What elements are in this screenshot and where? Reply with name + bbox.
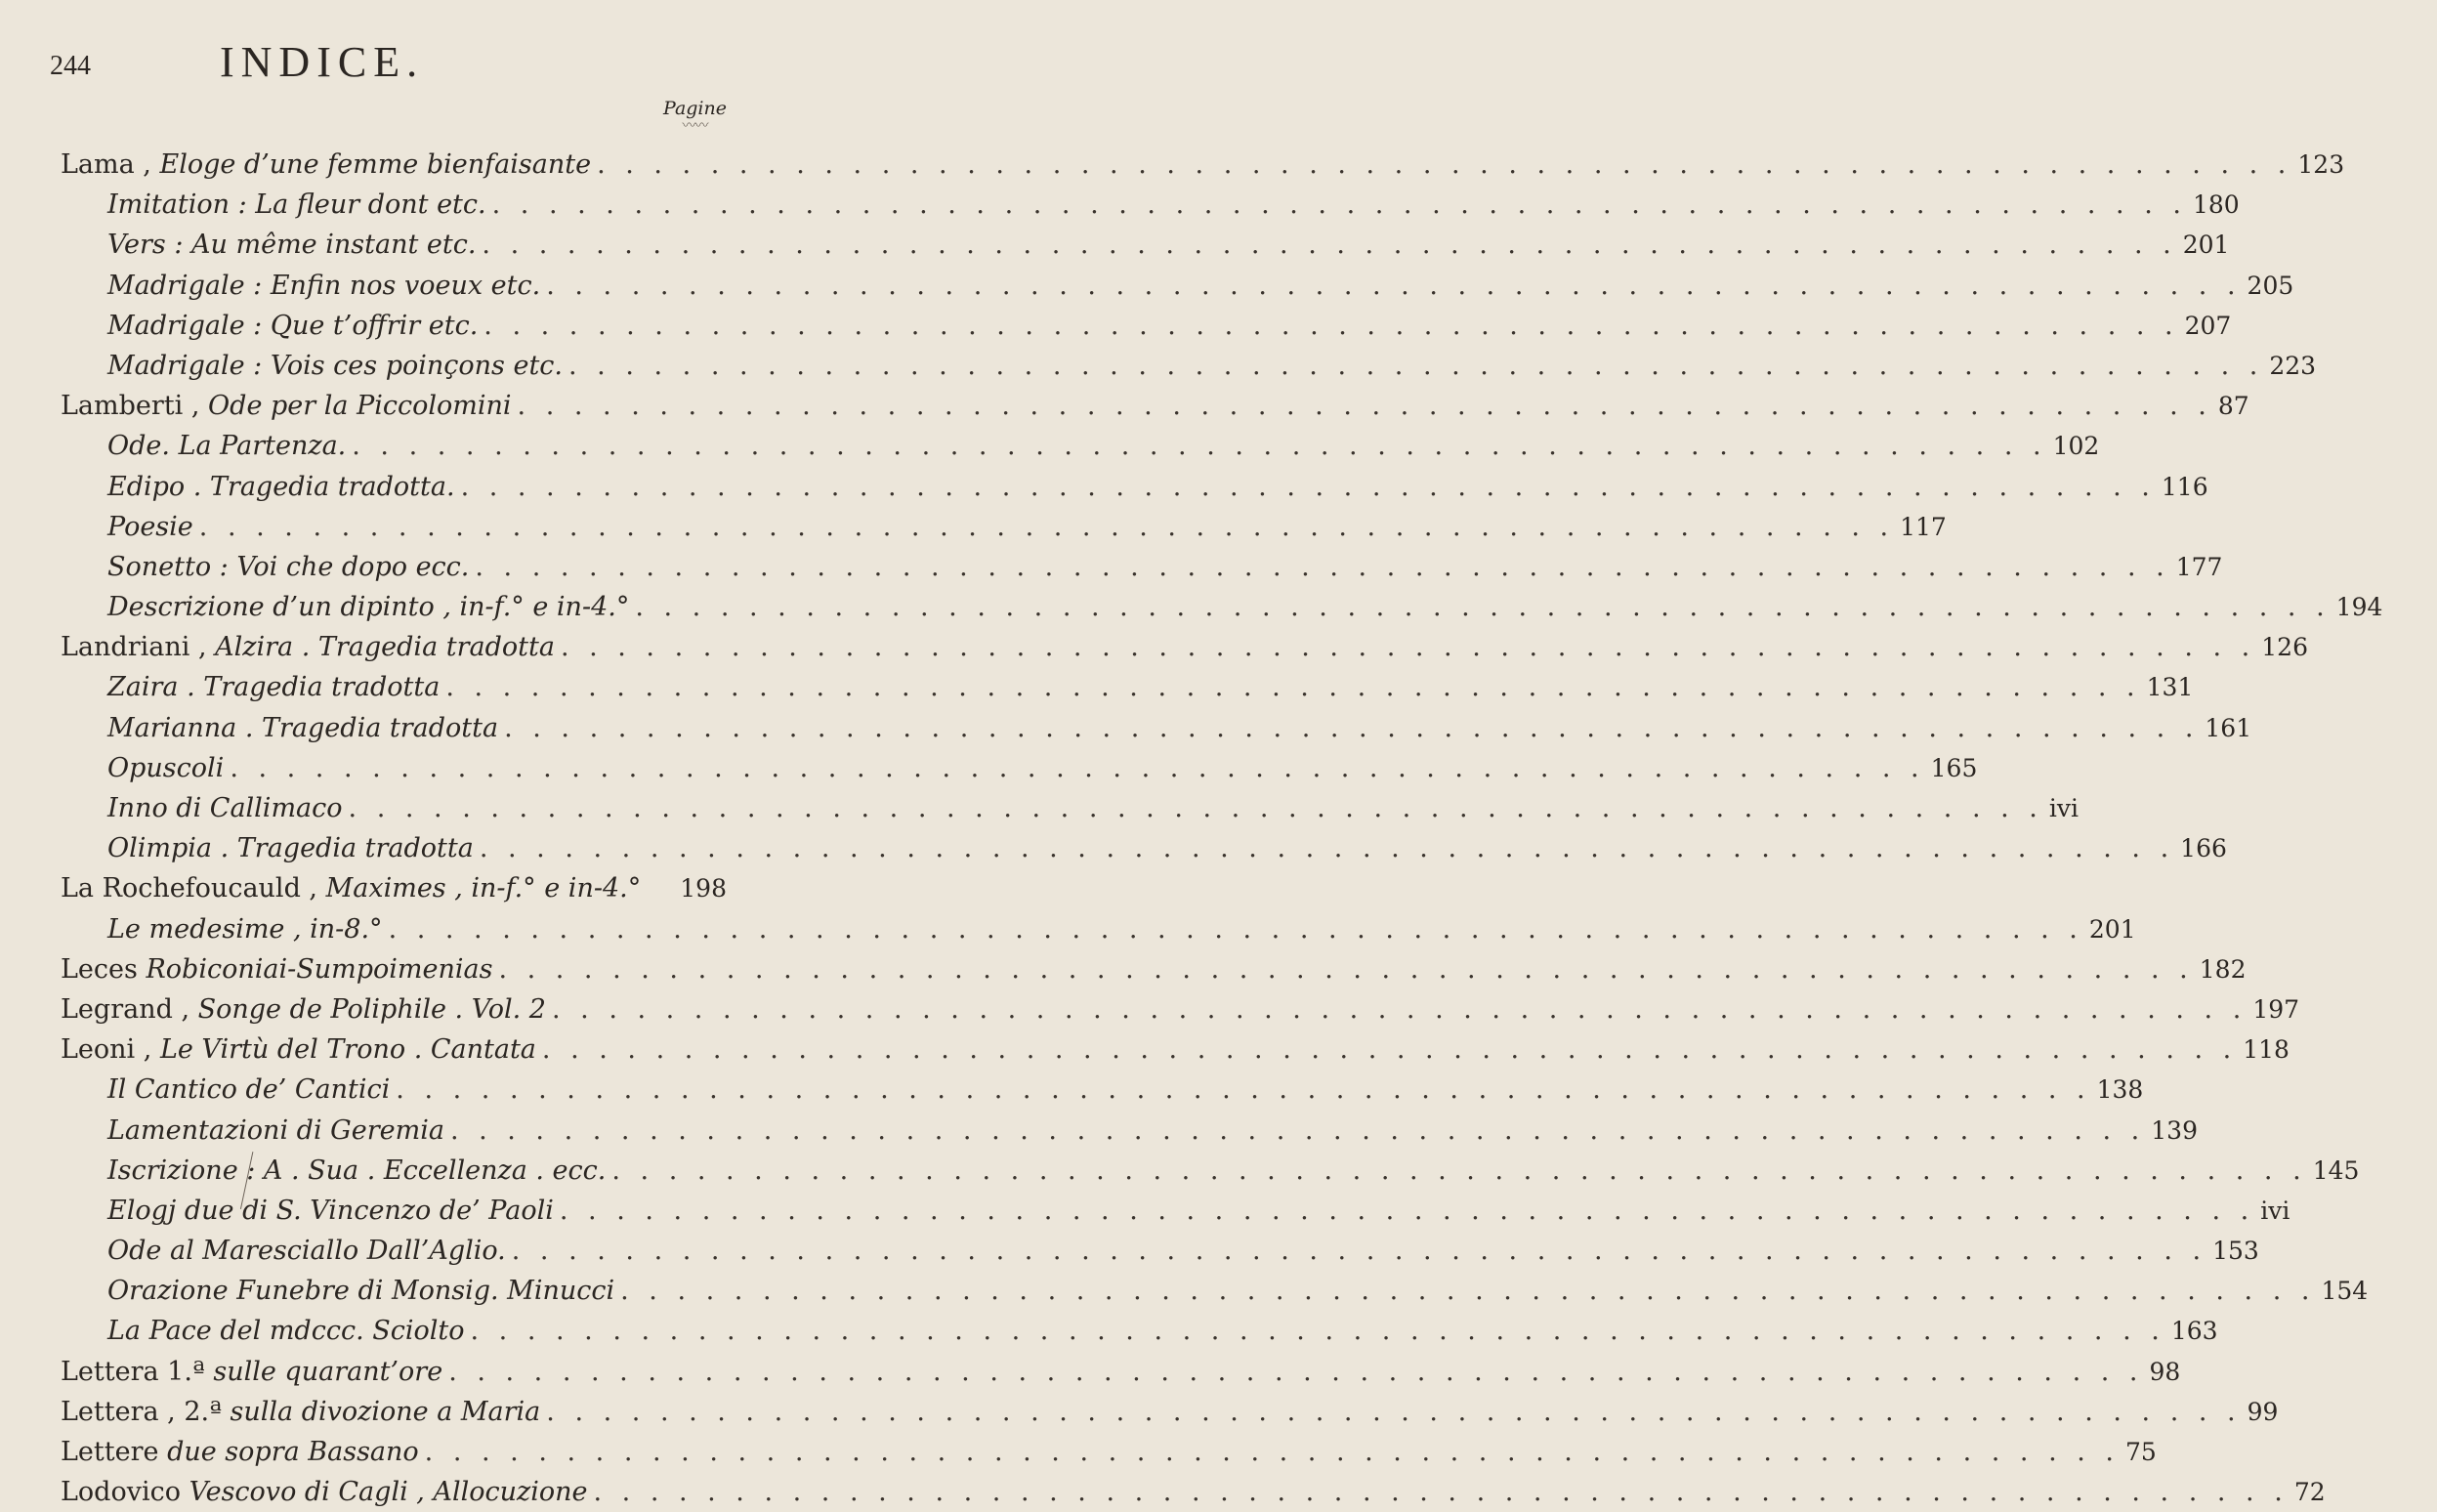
dot-leader: . . . . . . . . . . . . . . . . . . . . . . . . . . . . . . . . . . . . . . . . . . . . . . . . . . . . . . . . . . . . xyxy=(635,592,2331,623)
entry-title-part: Eloge d’une femme bienfaisante xyxy=(159,149,592,180)
dot-leader: . . . . . . . . . . . . . . . . . . . . . . . . . . . . . . . . . . . . . . . . . . . . . . . . . . . . . . . . . . . . xyxy=(491,189,2187,221)
entry-title-part: Maximes , in-f.° e in-4.° xyxy=(325,873,642,904)
entry-title-part: Edipo . Tragedia tradotta. xyxy=(107,471,455,502)
entry-title-part: Opuscoli xyxy=(107,752,225,783)
entry-page-number: 87 xyxy=(2217,392,2249,421)
entry-title xyxy=(107,1231,506,1271)
entry-title-part: Lettere xyxy=(61,1437,168,1467)
entry-title xyxy=(107,788,343,828)
entry-page-number: 118 xyxy=(2243,1035,2290,1065)
index-entry xyxy=(0,587,2383,627)
entry-title-part: Sonetto : Voi che dopo ecc. xyxy=(107,551,470,582)
entry-title-part: Madrigale : Enfin nos voeux etc. xyxy=(107,270,541,301)
dot-leader: . . . . . . . . . . . . . . . . . . . . . . . . . . . . . . . . . . . . . . . . . . . . . . . . . . . . . . . . . . . . xyxy=(445,672,2141,703)
entry-title-part: Iscrizione : A . Sua . Eccellenza . ecc. xyxy=(107,1155,607,1186)
index-entry xyxy=(0,788,2079,828)
entry-title xyxy=(107,909,383,949)
entry-title xyxy=(61,868,641,908)
dot-leader: . . . . . . . . . . . . . . . . . . . . . . . . . . . . . . . . . . . . . . . . . . . . . . . . . . . . . . . . . . . . xyxy=(560,632,2256,663)
index-entry xyxy=(0,306,2232,346)
dot-leader: . . . . . . . . . . . . . . . . . . . . . . . . . . . . . . . . . . . . . . . . . . . . . . . . . . . . . . . . . . . . xyxy=(504,712,2200,743)
entry-title xyxy=(61,989,546,1029)
dot-leader: . . . . . . . . . . . . . . . . . . . . . . . . . . . . . . . . . . . . . . . . . . . . . . . . . . . . . . . . . . . . xyxy=(511,1236,2207,1267)
entry-title-part: Landriani , xyxy=(61,632,216,663)
entry-page-number: 166 xyxy=(2180,834,2227,863)
index-entry xyxy=(0,1271,2369,1311)
entry-title-part: Olimpia . Tragedia tradotta xyxy=(107,833,474,864)
index-entries xyxy=(0,145,2383,1512)
entry-page-number: 138 xyxy=(2096,1075,2144,1105)
entry-title-part: Marianna . Tragedia tradotta xyxy=(107,712,499,743)
entry-title-part: Songe de Poliphile . Vol. 2 xyxy=(197,993,546,1025)
entry-title xyxy=(107,587,629,627)
entry-title xyxy=(107,1191,554,1231)
index-entry xyxy=(0,708,2252,748)
entry-title xyxy=(107,467,455,507)
entry-page-number: 197 xyxy=(2252,994,2300,1024)
dot-leader: . . . . . . . . . . . . . . . . . . . . . . . . . . . . . . . . . . . . . . . . . . . . . . . . . . . . . . . . . . . . xyxy=(483,310,2179,341)
entry-title xyxy=(107,1311,465,1351)
entry-title xyxy=(61,1029,536,1070)
entry-title xyxy=(61,1472,587,1512)
entry-page-number: 145 xyxy=(2312,1155,2360,1185)
entry-title xyxy=(107,185,486,225)
index-entry xyxy=(0,225,2230,265)
entry-page-number: 205 xyxy=(2247,271,2294,300)
entry-title-part: Ode al Maresciallo Dall’Aglio. xyxy=(107,1236,506,1267)
dot-leader: . . . . . . . . . . . . . . . . . . . . . . . . . . . . . . . . . . . . . . . . . . . . . . . . . . . . . . . . . . . . xyxy=(352,431,2047,462)
dot-leader: . . . . . . . . . . . . . . . . . . . . . . . . . . . . . . . . . . . . . . . . . . . . . . . . . . . . . . . . . . . . xyxy=(541,1034,2238,1066)
dot-leader: . . . . . . . . . . . . . . . . . . . . . . . . . . . . . . . . . . . . . . . . . . . . . . . . . . . . . . . . . . . . xyxy=(460,471,2156,502)
index-entry xyxy=(0,386,2249,426)
entry-page-number: 180 xyxy=(2192,190,2240,220)
entry-title xyxy=(61,1352,442,1392)
index-entry xyxy=(0,1352,2181,1392)
dot-leader: . . . . . . . . . . . . . . . . . . . . . . . . . . . . . . . . . . . . . . . . . . . . . . . . . . . . . . . . . . . . xyxy=(348,793,2043,823)
entry-title-part: Leoni , xyxy=(61,1034,160,1066)
entry-page-number: 117 xyxy=(1900,512,1947,541)
index-entry xyxy=(0,748,1978,788)
page-header xyxy=(0,37,781,96)
entry-title xyxy=(107,1151,606,1191)
dot-leader: . . . . . . . . . . . . . . . . . . . . . . . . . . . . . . . . . . . . . . . . . . . . . . . . . . . . . . . . . . . . xyxy=(470,1316,2165,1347)
dot-leader: . . . . . . . . . . . . . . . . . . . . . . . . . . . . . . . . . . . . . . . . . . . . . . . . . . . . . . . . . . . . xyxy=(551,993,2248,1025)
entry-title-part: Descrizione d’un dipinto , in-f.° e in-4.° xyxy=(107,592,630,623)
dot-leader: . . . . . . . . . . . . . . . . . . . . . . . . . . . . . . . . . . . . . . . . . . . . . . . . . . . . . . . . . . . . xyxy=(498,953,2194,985)
entry-title xyxy=(107,306,478,346)
entry-title-part: Ode per la Piccolomini xyxy=(208,391,512,422)
entry-title-part: Lodovico xyxy=(61,1477,189,1508)
entry-title-part: sulle quarant’ore xyxy=(213,1356,443,1387)
entry-title-part: Vescovo di Cagli , Allocuzione xyxy=(189,1477,588,1508)
dot-leader: . . . . . . . . . . . . . . . . . . . . . . . . . . . . . . . . . . . . . . . . . . . . . . . . . . . . . . . . . . . . xyxy=(479,833,2175,864)
entry-title-part: Imitation : La fleur dont etc. xyxy=(107,189,486,221)
entry-title-part: Orazione Funebre di Monsig. Minucci xyxy=(107,1276,615,1307)
entry-page-number: 102 xyxy=(2052,432,2100,461)
entry-page-number: 154 xyxy=(2321,1277,2369,1306)
dot-leader: . . . . . . . . . . . . . . . . . . . . . . . . . . . . . . . . . . . . . . . . . . . . . . . . . . . . . . . . . . . . xyxy=(198,511,1895,542)
dot-leader xyxy=(647,868,649,908)
dot-leader: . . . . . . . . . . . . . . . . . . . . . . . . . . . . . . . . . . . . . . . . . . . . . . . . . . . . . . . . . . . . xyxy=(449,1114,2146,1146)
entry-page-number: 153 xyxy=(2212,1237,2259,1266)
index-entry xyxy=(0,507,1947,547)
entry-title-part: Elogj due di S. Vincenzo de’ Paoli xyxy=(107,1195,554,1226)
entry-page-number: 126 xyxy=(2261,633,2308,662)
entry-title-part: Madrigale : Que t’offrir etc. xyxy=(107,310,479,341)
dot-leader: . . . . . . . . . . . . . . . . . . . . . . . . . . . . . . . . . . . . . . . . . . . . . . . . . . . . . . . . . . . . xyxy=(475,551,2170,582)
index-entry xyxy=(0,1029,2290,1070)
index-entry xyxy=(0,467,2208,507)
entry-title-part: Lettera 1.ª xyxy=(61,1356,214,1387)
entry-title-part: sulla divozione a Maria xyxy=(230,1396,541,1427)
entry-page-number: 72 xyxy=(2293,1478,2326,1507)
entry-page-number: 198 xyxy=(680,874,727,903)
entry-page-number: 165 xyxy=(1930,753,1978,782)
index-entry xyxy=(0,868,781,908)
entry-title xyxy=(107,748,224,788)
page-column-heading xyxy=(663,98,727,135)
entry-page-number: 123 xyxy=(2297,150,2345,179)
index-entry xyxy=(0,1392,2279,1432)
dot-leader: . . . . . . . . . . . . . . . . . . . . . . . . . . . . . . . . . . . . . . . . . . . . . . . . . . . . . . . . . . . . xyxy=(611,1155,2307,1186)
entry-title-part: Legrand , xyxy=(61,993,198,1025)
entry-title xyxy=(107,266,540,306)
dot-leader: . . . . . . . . . . . . . . . . . . . . . . . . . . . . . . . . . . . . . . . . . . . . . . . . . . . . . . . . . . . . xyxy=(448,1356,2144,1387)
entry-title xyxy=(61,145,591,185)
entry-title xyxy=(61,386,512,426)
entry-title xyxy=(107,1271,614,1311)
entry-page-number: 207 xyxy=(2184,311,2232,340)
entry-title xyxy=(107,346,563,386)
entry-page-number: 223 xyxy=(2269,351,2317,380)
index-entry xyxy=(0,1111,2198,1151)
entry-page-number: 131 xyxy=(2146,673,2194,702)
entry-page-number: 163 xyxy=(2170,1317,2218,1346)
entry-title-part: Il Cantico de’ Cantici xyxy=(107,1074,391,1106)
index-entry xyxy=(0,547,2223,587)
entry-title-part: Lamentazioni di Geremia xyxy=(107,1114,444,1146)
index-entry xyxy=(0,145,2345,185)
dot-leader: . . . . . . . . . . . . . . . . . . . . . . . . . . . . . . . . . . . . . . . . . . . . . . . . . . . . . . . . . . . . xyxy=(546,270,2242,301)
index-entry xyxy=(0,627,2308,667)
entry-title xyxy=(61,1392,540,1432)
entry-title xyxy=(107,547,469,587)
index-entry xyxy=(0,426,2100,466)
entry-page-number: 116 xyxy=(2161,472,2208,501)
entry-title xyxy=(107,708,498,748)
index-entry xyxy=(0,1191,2290,1231)
entry-title xyxy=(107,1111,444,1151)
column-heading-label: Pagine xyxy=(663,98,727,119)
entry-title-part: Le medesime , in-8.° xyxy=(107,913,383,945)
index-entry xyxy=(0,1231,2259,1271)
dot-leader: . . . . . . . . . . . . . . . . . . . . . . . . . . . . . . . . . . . . . . . . . . . . . . . . . . . . . . . . . . . . xyxy=(620,1276,2316,1307)
dot-leader: . . . . . . . . . . . . . . . . . . . . . . . . . . . . . . . . . . . . . . . . . . . . . . . . . . . . . . . . . . . . xyxy=(482,230,2177,261)
entry-title-part: Leces xyxy=(61,953,147,985)
dot-leader: . . . . . . . . . . . . . . . . . . . . . . . . . . . . . . . . . . . . . . . . . . . . . . . . . . . . . . . . . . . . xyxy=(597,149,2292,180)
entry-title-part: Ode. La Partenza. xyxy=(107,431,347,462)
entry-page-number: 177 xyxy=(2175,552,2223,581)
entry-page-number: ivi xyxy=(2048,794,2079,822)
dot-leader: . . . . . . . . . . . . . . . . . . . . . . . . . . . . . . . . . . . . . . . . . . . . . . . . . . . . . . . . . . . . xyxy=(568,350,2264,381)
entry-title-part: Robiconiai-Sumpoimenias xyxy=(146,953,493,985)
dot-leader: . . . . . . . . . . . . . . . . . . . . . . . . . . . . . . . . . . . . . . . . . . . . . . . . . . . . . . . . . . . . xyxy=(230,752,1925,783)
entry-title xyxy=(61,627,555,667)
dot-leader: . . . . . . . . . . . . . . . . . . . . . . . . . . . . . . . . . . . . . . . . . . . . . . . . . . . . . . . . . . . . xyxy=(559,1195,2255,1226)
index-entry xyxy=(0,1472,2326,1512)
entry-page-number: 98 xyxy=(2149,1357,2181,1386)
entry-page-number: 194 xyxy=(2335,593,2383,622)
index-entry xyxy=(0,346,2317,386)
index-entry xyxy=(0,667,2194,707)
entry-title-part: Lettera , 2.ª xyxy=(61,1396,231,1427)
index-entry xyxy=(0,949,2247,989)
entry-title xyxy=(107,1070,390,1110)
index-entry xyxy=(0,989,2300,1029)
entry-title-part: due sopra Bassano xyxy=(167,1437,419,1467)
index-entry xyxy=(0,828,2227,868)
entry-title xyxy=(107,225,476,265)
dot-leader: . . . . . . . . . . . . . . . . . . . . . . . . . . . . . . . . . . . . . . . . . . . . . . . . . . . . . . . . . . . . xyxy=(546,1396,2242,1427)
running-title: INDICE. xyxy=(220,38,425,86)
entry-title-part: La Rochefoucauld , xyxy=(61,873,326,904)
entry-page-number: 182 xyxy=(2199,954,2247,984)
entry-page-number: 161 xyxy=(2205,713,2252,742)
entry-title-part: Madrigale : Vois ces poinçons etc. xyxy=(107,350,564,381)
dot-leader: . . . . . . . . . . . . . . . . . . . . . . . . . . . . . . . . . . . . . . . . . . . . . . . . . . . . . . . . . . . . xyxy=(396,1074,2091,1106)
index-entry xyxy=(0,1151,2360,1191)
entry-title-part: Le Virtù del Trono . Cantata xyxy=(159,1034,536,1066)
entry-title-part: La Pace del mdccc. Sciolto xyxy=(107,1316,465,1347)
dot-leader: . . . . . . . . . . . . . . . . . . . . . . . . . . . . . . . . . . . . . . . . . . . . . . . . . . . . . . . . . . . . xyxy=(517,391,2212,422)
entry-title xyxy=(107,426,346,466)
entry-title-part: Vers : Au même instant etc. xyxy=(107,230,477,261)
entry-title xyxy=(107,667,440,707)
entry-title xyxy=(107,828,474,868)
entry-page-number: 139 xyxy=(2151,1115,2198,1145)
entry-title xyxy=(107,507,193,547)
index-entry xyxy=(0,1432,2157,1472)
ornament-flourish: 〰〰 xyxy=(682,118,708,134)
index-entry xyxy=(0,1070,2144,1110)
page-number: 244 xyxy=(50,51,91,81)
entry-page-number: 99 xyxy=(2247,1397,2279,1426)
entry-title-part: Inno di Callimaco xyxy=(107,793,343,823)
index-entry xyxy=(0,909,2136,949)
entry-page-number: 201 xyxy=(2182,231,2230,260)
dot-leader: . . . . . . . . . . . . . . . . . . . . . . . . . . . . . . . . . . . . . . . . . . . . . . . . . . . . . . . . . . . . xyxy=(593,1477,2289,1508)
dot-leader: . . . . . . . . . . . . . . . . . . . . . . . . . . . . . . . . . . . . . . . . . . . . . . . . . . . . . . . . . . . . xyxy=(388,913,2083,945)
entry-title-part: Lama , xyxy=(61,149,160,180)
entry-title-part: Lamberti , xyxy=(61,391,209,422)
index-entry xyxy=(0,185,2240,225)
index-entry xyxy=(0,266,2294,306)
entry-title-part: Zaira . Tragedia tradotta xyxy=(107,672,441,703)
entry-title-part: Alzira . Tragedia tradotta xyxy=(215,632,555,663)
index-entry xyxy=(0,1311,2218,1351)
dot-leader: . . . . . . . . . . . . . . . . . . . . . . . . . . . . . . . . . . . . . . . . . . . . . . . . . . . . . . . . . . . . xyxy=(424,1437,2120,1467)
entry-title xyxy=(61,949,492,989)
entry-title-part: Poesie xyxy=(107,511,193,542)
entry-page-number: 201 xyxy=(2088,914,2136,944)
entry-page-number: ivi xyxy=(2260,1196,2290,1225)
entry-page-number: 75 xyxy=(2125,1438,2157,1466)
entry-title xyxy=(61,1432,419,1472)
